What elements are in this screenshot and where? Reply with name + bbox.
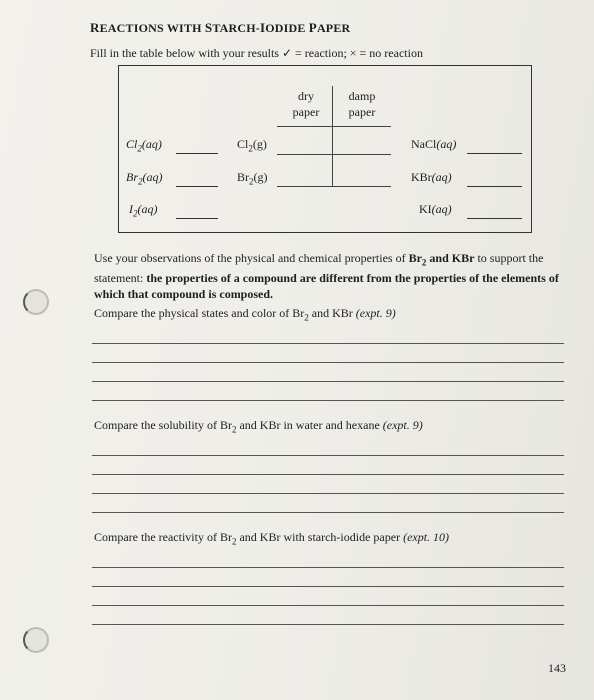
table-column-divider (332, 86, 333, 187)
writing-line[interactable] (92, 605, 564, 606)
question-reactivity: Compare the reactivity of $Br_2$ and KBr with starch-iodide paper (expt. 10) (94, 530, 450, 547)
writing-line[interactable] (92, 455, 564, 456)
answer-blank[interactable] (467, 186, 522, 187)
question-physical-states: Compare the physical states and color of $Br_2$ and KBr (expt. 9) (94, 306, 396, 323)
table-header-rule (277, 126, 391, 127)
table-instructions: Fill in the table below with your results ✓ = reaction; × = no reaction (90, 46, 423, 60)
page-number: 143 (548, 661, 566, 675)
writing-line[interactable] (92, 343, 564, 344)
header-dry-paper: dry paper (292, 89, 320, 119)
observation-paragraph: Use your observations of the physical and chemical properties of $Br_2$ and KBr to support the statement: the properties of a compound are different from the properties of the elements of which that compound is composed. (94, 251, 559, 302)
row-cl2-aq: $Cl_2(aq)$ (126, 137, 162, 154)
writing-line[interactable] (92, 512, 564, 513)
header-damp-paper: damp paper (348, 89, 376, 119)
row-kbr-aq: KBr(aq) (411, 170, 452, 184)
answer-blank[interactable] (176, 218, 218, 219)
row-cl2-g: $Cl_2(g)$ (237, 137, 267, 154)
writing-line[interactable] (92, 400, 564, 401)
writing-line[interactable] (92, 567, 564, 568)
row-ki-aq: KI(aq) (419, 202, 452, 216)
results-table (118, 65, 532, 233)
writing-line[interactable] (92, 381, 564, 382)
row-br2-g: $Br_2(g)$ (237, 170, 268, 187)
table-row-rule (277, 154, 391, 155)
worksheet-title: REACTIONS WITH STARCH-IODIDE PAPER (90, 20, 351, 35)
writing-line[interactable] (92, 624, 564, 625)
answer-blank[interactable] (176, 153, 218, 154)
writing-line[interactable] (92, 362, 564, 363)
answer-blank[interactable] (467, 218, 522, 219)
question-solubility: Compare the solubility of $Br_2$ and KBr in water and hexane (expt. 9) (94, 418, 423, 435)
answer-blank[interactable] (467, 153, 522, 154)
binder-hole-top (23, 289, 49, 315)
writing-line[interactable] (92, 586, 564, 587)
answer-blank[interactable] (176, 186, 218, 187)
table-row-rule (277, 186, 391, 187)
row-i2-aq: $I_2(aq)$ (129, 202, 158, 219)
row-br2-aq: $Br_2(aq)$ (126, 170, 163, 187)
binder-hole-bottom (23, 627, 49, 653)
writing-line[interactable] (92, 493, 564, 494)
row-nacl-aq: NaCl(aq) (411, 137, 457, 151)
writing-line[interactable] (92, 474, 564, 475)
